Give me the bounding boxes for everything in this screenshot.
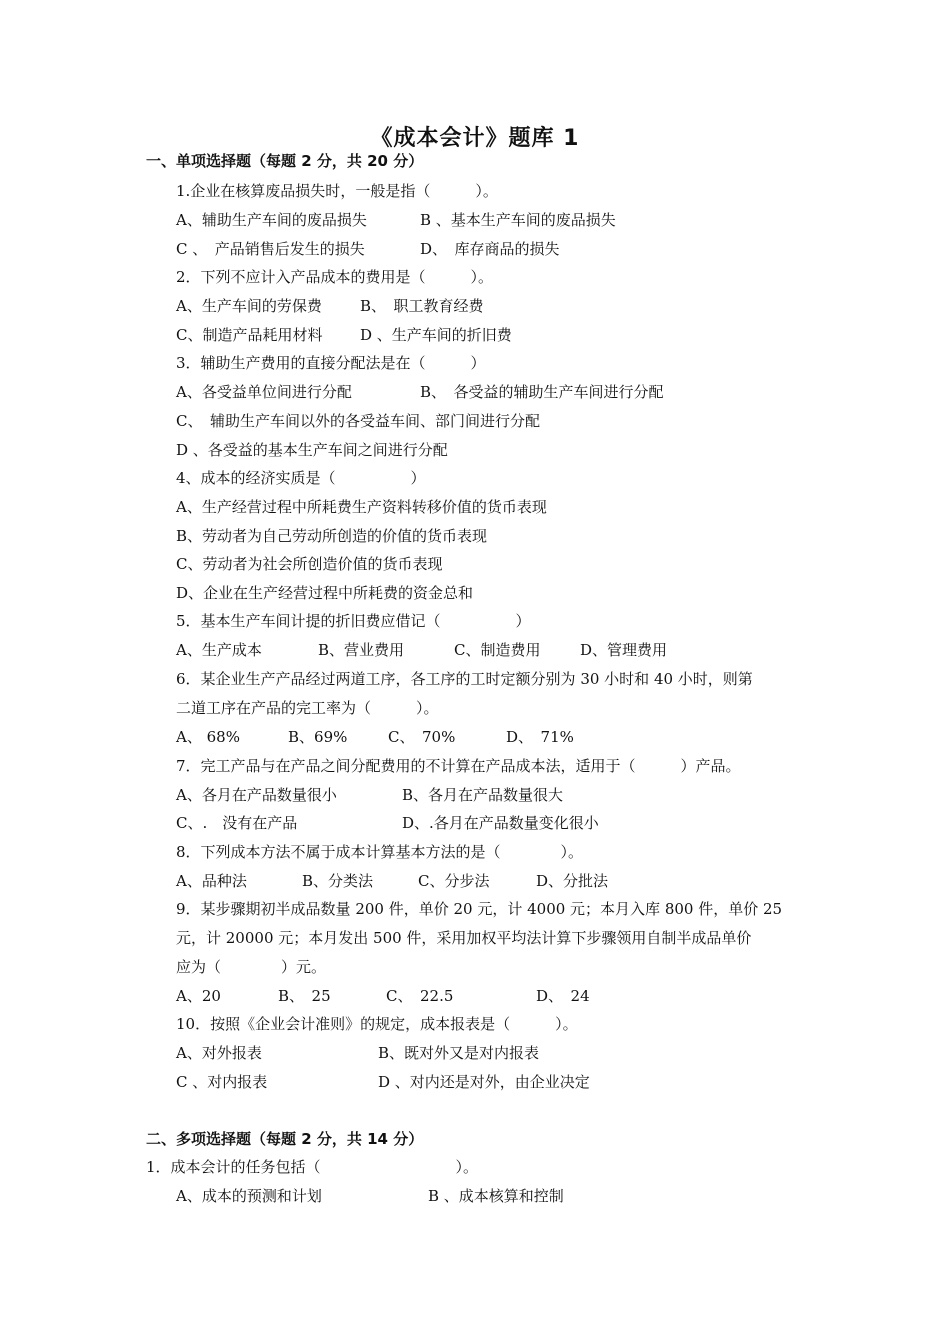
option-b: B、营业费用 [318,641,405,659]
option-a: A、生产车间的劳保费 [176,297,322,315]
section-heading-single-choice: 一、单项选择题（每题 2 分，共 20 分） [146,152,424,170]
option-b: B、 职工教育经费 [360,297,484,315]
option-a: A、20 [176,987,221,1005]
option-d: D、 库存商品的损失 [420,240,560,258]
question-10-stem: 10．按照《企业会计准则》的规定，成本报表是（ ）。 [176,1015,578,1033]
question-4-option-a: A、生产经营过程中所耗费生产资料转移价值的货币表现 [176,498,547,516]
question-7-stem: 7．完工产品与在产品之间分配费用的不计算在产品成本法，适用于（ ）产品。 [176,757,741,775]
question-4-stem: 4、成本的经济实质是（ ） [176,469,426,487]
question-3-option-d: D 、各受益的基本生产车间之间进行分配 [176,441,448,459]
option-b: B 、基本生产车间的废品损失 [420,211,616,229]
question-3-stem: 3．辅助生产费用的直接分配法是在（ ） [176,354,486,372]
option-b: B 、成本核算和控制 [428,1187,564,1205]
option-b: B、既对外又是对内报表 [378,1044,540,1062]
question-9-stem-line-3: 应为（ ）元。 [176,958,327,976]
option-a: A、品种法 [176,872,247,890]
question-9-stem-line-2: 元，计 20000 元；本月发出 500 件，采用加权平均法计算下步骤领用自制半成品单价 [176,929,752,947]
option-a: A、成本的预测和计划 [176,1187,322,1205]
option-d: D 、对内还是对外，由企业决定 [378,1073,590,1091]
option-d: D、管理费用 [580,641,668,659]
option-a: A、对外报表 [176,1044,262,1062]
question-1-stem: 1.企业在核算废品损失时，一般是指（ ）。 [176,182,498,200]
option-d: D、 71% [506,728,574,746]
option-d: D、分批法 [536,872,609,890]
option-b: B、分类法 [302,872,374,890]
option-d: D 、生产车间的折旧费 [360,326,512,344]
option-d: D、 24 [536,987,590,1005]
option-a: A、生产成本 [176,641,262,659]
option-a: A、辅助生产车间的废品损失 [176,211,367,229]
document-title: 《成本会计》题库 1 [370,126,580,151]
question-4-option-b: B、劳动者为自己劳动所创造的价值的货币表现 [176,527,488,545]
question-3-option-c: C、 辅助生产车间以外的各受益车间、部门间进行分配 [176,412,540,430]
question-6-stem-line-1: 6．某企业生产产品经过两道工序，各工序的工时定额分别为 30 小时和 40 小时，则第 [176,670,753,688]
option-b: B、 各受益的辅助生产车间进行分配 [420,383,664,401]
question-9-stem-line-1: 9．某步骤期初半成品数量 200 件，单价 20 元，计 4000 元；本月入库 800 件，单价 25 [176,900,783,918]
multi-question-1-stem: 1．成本会计的任务包括（ ）。 [146,1158,479,1176]
question-5-stem: 5．基本生产车间计提的折旧费应借记（ ） [176,612,531,630]
question-8-stem: 8．下列成本方法不属于成本计算基本方法的是（ ）。 [176,843,584,861]
section-heading-multiple-choice: 二、多项选择题（每题 2 分，共 14 分） [146,1130,424,1148]
question-6-stem-line-2: 二道工序在产品的完工率为（ ）。 [176,699,439,717]
option-c: C 、对内报表 [176,1073,268,1091]
option-c: C、. 没有在产品 [176,814,298,832]
option-a: A、各受益单位间进行分配 [176,383,352,401]
option-b: B、69% [288,728,348,746]
option-c: C、制造费用 [454,641,541,659]
option-b: B、 25 [278,987,331,1005]
option-d: D、.各月在产品数量变化很小 [402,814,599,832]
option-a: A、各月在产品数量很小 [176,786,337,804]
option-c: C、制造产品耗用材料 [176,326,323,344]
option-c: C、 70% [388,728,456,746]
question-2-stem: 2．下列不应计入产品成本的费用是（ ）。 [176,268,494,286]
question-4-option-d: D、企业在生产经营过程中所耗费的资金总和 [176,584,474,602]
option-b: B、各月在产品数量很大 [402,786,564,804]
option-c: C、分步法 [418,872,490,890]
question-4-option-c: C、劳动者为社会所创造价值的货币表现 [176,555,443,573]
option-a: A、 68% [176,728,240,746]
option-c: C、 22.5 [386,987,454,1005]
option-c: C 、 产品销售后发生的损失 [176,240,365,258]
